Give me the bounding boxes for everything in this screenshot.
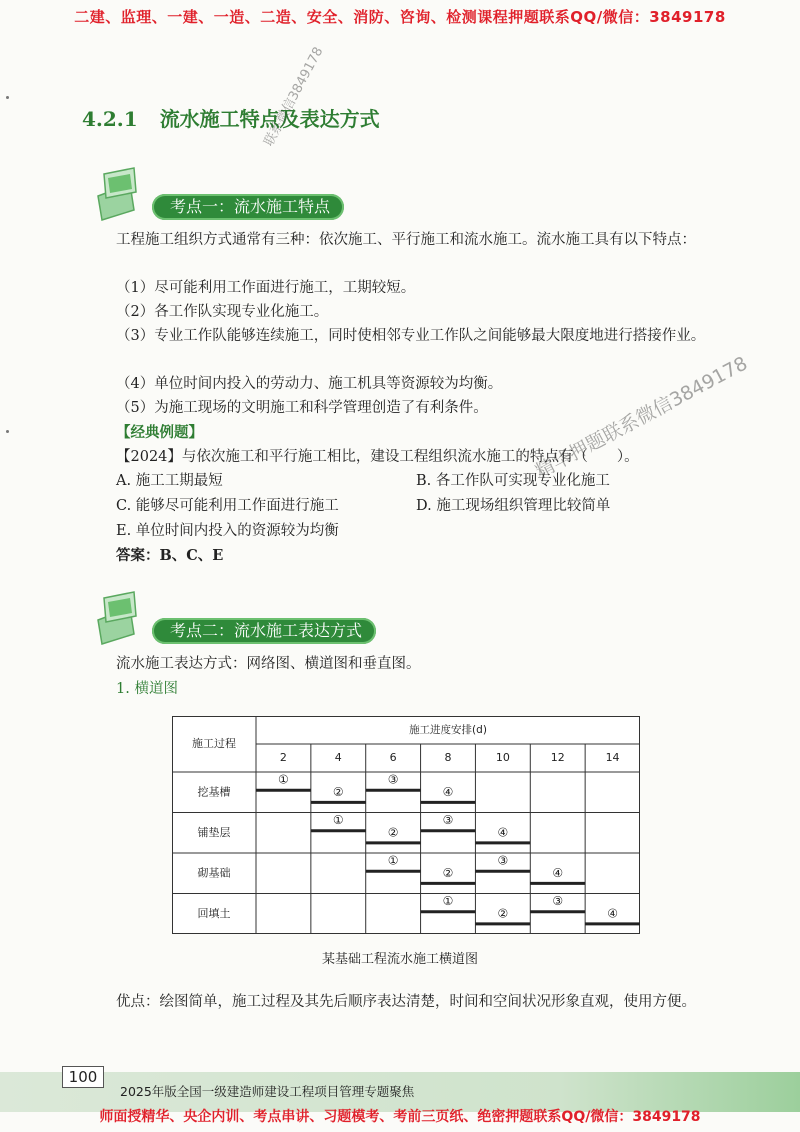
option-d: D. 施工现场组织管理比较简单 [416, 498, 611, 514]
point2-badge: 考点二：流水施工表达方式 [152, 618, 376, 644]
tick-label: 12 [550, 751, 565, 764]
segment-label: ③ [387, 772, 399, 787]
gantt-caption: 某基础工程流水施工横道图 [321, 952, 478, 967]
segment-label: ③ [552, 894, 564, 909]
subsection-gantt: 1. 横道图 [116, 681, 178, 697]
row-label: 挖基槽 [197, 785, 231, 799]
section-title [82, 103, 380, 132]
option-a: A. 施工工期最短 [116, 473, 223, 489]
segment-label: ① [387, 853, 399, 868]
option-c: C. 能够尽可能利用工作面进行施工 [116, 498, 339, 514]
point1-intro: 工程施工组织方式通常有三种：依次施工、平行施工和流水施工。流水施工具有以下特点： [116, 232, 696, 248]
answer: 答案：B、C、E [116, 547, 224, 564]
segment-label: ④ [552, 865, 564, 880]
example-question: 【2024】与依次施工和平行施工相比，建设工程组织流水施工的特点有（ ）。 [116, 449, 639, 465]
tick-label: 14 [605, 751, 620, 764]
segment-label: ① [332, 813, 344, 828]
option-e: E. 单位时间内投入的资源较为均衡 [116, 523, 339, 539]
row-label: 铺垫层 [197, 825, 231, 839]
computer-icon [90, 590, 160, 646]
bottom-banner: 师面授精华、央企内训、考点串讲、习题模考、考前三页纸、绝密押题联系QQ/微信：3849178 [99, 1109, 701, 1125]
feature-item-1: （1）尽可能利用工作面进行施工，工期较短。 [116, 280, 416, 296]
tick-label: 6 [389, 751, 397, 764]
advantage-text: 优点：绘图简单，施工过程及其先后顺序表达清楚，时间和空间状况形象直观，使用方便。 [116, 994, 696, 1010]
feature-item-5: （5）为施工现场的文明施工和科学管理创造了有利条件。 [116, 400, 488, 416]
segment-label: ① [278, 772, 289, 787]
tick-label: 10 [495, 751, 510, 764]
segment-label: ④ [497, 825, 509, 840]
scan-mark [6, 430, 9, 433]
segment-label: ② [387, 825, 399, 840]
table-border [173, 717, 640, 934]
gantt-chart [172, 716, 640, 934]
section-number: 4.2.1 [82, 107, 138, 131]
segment-label: ③ [442, 813, 454, 828]
feature-item-2: （2）各工作队实现专业化施工。 [116, 304, 329, 320]
segment-label: ② [332, 784, 344, 799]
watermark-1: 联系微信3849178 [261, 44, 327, 149]
progress-header: 施工进度安排(d) [409, 724, 487, 736]
tick-label: 2 [279, 751, 287, 764]
segment-label: ③ [497, 853, 509, 868]
page-number: 100 [62, 1066, 104, 1088]
point2-intro: 流水施工表达方式：网络图、横道图和垂直图。 [116, 656, 421, 672]
segment-label: ④ [607, 906, 618, 921]
segment-label: ② [442, 865, 454, 880]
tick-label: 8 [444, 751, 452, 764]
feature-item-3: （3）专业工作队能够连续施工，同时使相邻专业工作队之间能够最大限度地进行搭接作业。 [116, 328, 706, 344]
segment-label: ② [497, 906, 509, 921]
feature-item-4: （4）单位时间内投入的劳动力、施工机具等资源较为均衡。 [116, 376, 503, 392]
watermark-2: 精华押题联系微信3849178 [531, 352, 752, 483]
scan-mark [6, 96, 9, 99]
book-title: 2025年版全国一级建造师建设工程项目管理专题聚焦 [120, 1084, 415, 1099]
row-label: 回填土 [197, 906, 231, 920]
section-title-text: 流水施工特点及表达方式 [159, 107, 380, 131]
top-banner: 二建、监理、一建、一造、二造、安全、消防、咨询、检测课程押题联系QQ/微信：3849178 [74, 8, 726, 26]
option-b: B. 各工作队可实现专业化施工 [416, 473, 610, 489]
point1-badge: 考点一：流水施工特点 [152, 194, 344, 220]
example-tag: 【经典例题】 [116, 424, 203, 441]
corner-header: 施工过程 [192, 737, 236, 750]
computer-icon [90, 166, 160, 222]
row-label: 砌基础 [197, 866, 231, 880]
gantt-svg [172, 716, 640, 934]
tick-label: 4 [334, 751, 342, 764]
segment-label: ① [442, 894, 454, 909]
segment-label: ④ [442, 784, 454, 799]
